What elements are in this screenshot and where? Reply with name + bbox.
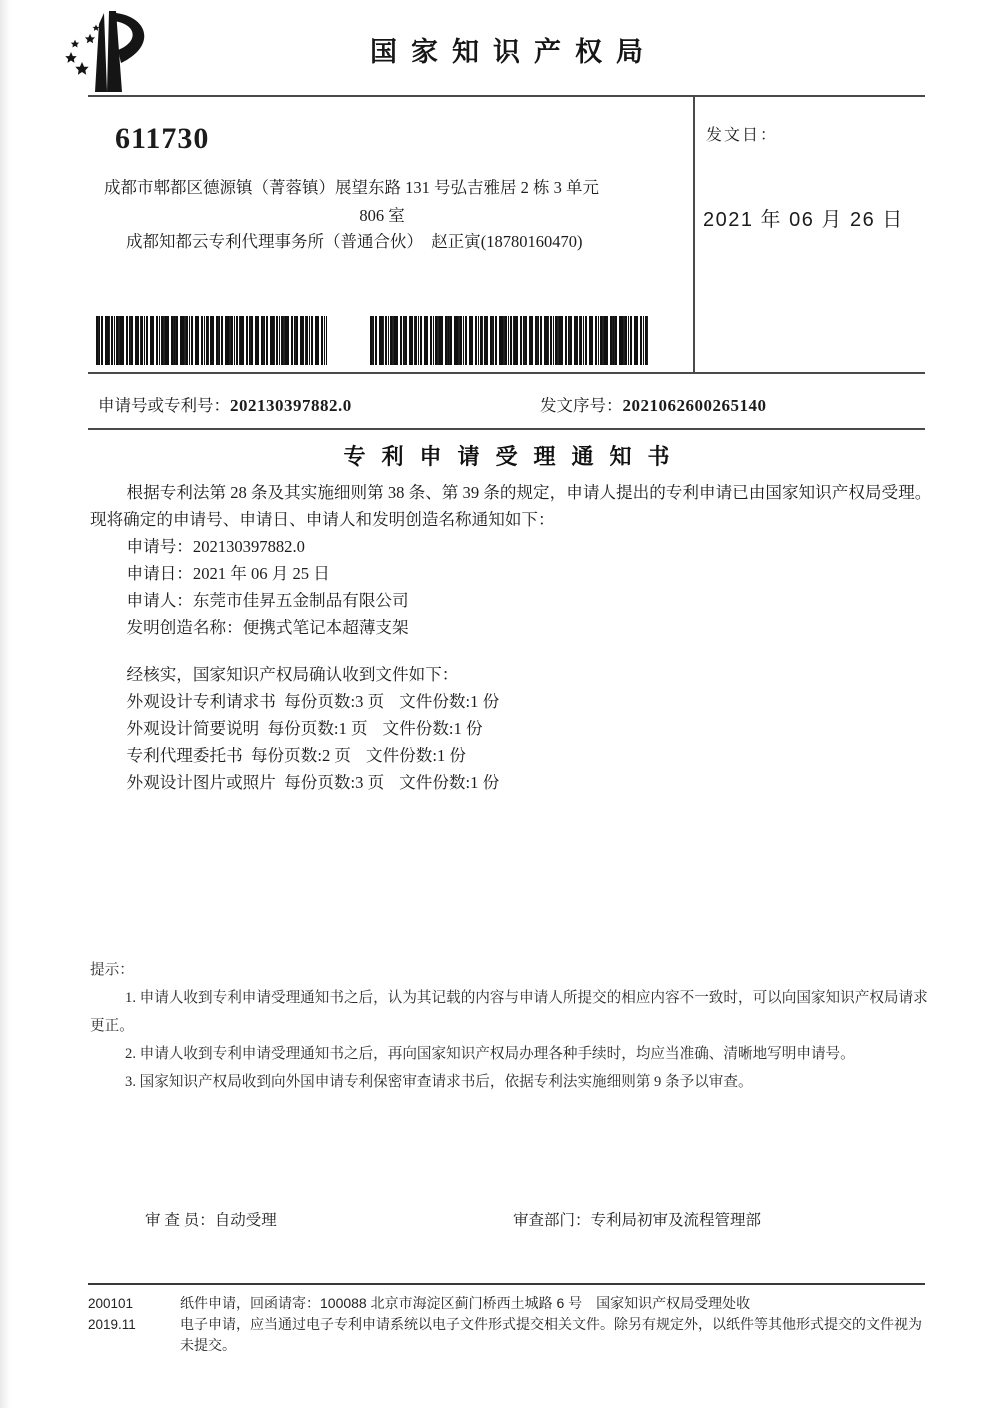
- footer-instructions: [180, 1293, 928, 1356]
- field-applicant: [90, 587, 932, 614]
- copies-label: 文件份数:: [382, 719, 454, 738]
- document-name: 外观设计专利请求书: [126, 692, 276, 711]
- copies-value: 1 份: [453, 719, 483, 738]
- field-application-number: [90, 533, 932, 560]
- serial-number-group: [540, 392, 767, 416]
- field-label: 发明创造名称：: [126, 618, 243, 637]
- field-value: 东莞市佳昇五金制品有限公司: [192, 591, 409, 610]
- copies-value: 1 份: [470, 692, 500, 711]
- footer-form-date: 2019.11: [88, 1317, 136, 1332]
- recipient-address-line2: 806 室: [359, 206, 405, 225]
- document-name: 专利代理委托书: [126, 746, 243, 765]
- footer-form-code: 200101: [88, 1296, 134, 1311]
- pages-label: 每份页数:: [267, 719, 339, 738]
- postal-code: 611730: [115, 122, 210, 155]
- document-name: 外观设计图片或照片: [126, 773, 276, 792]
- examiner-label: 审 查 员：: [145, 1212, 215, 1229]
- field-value: 202130397882.0: [192, 537, 305, 556]
- pages-label: 每份页数:: [284, 692, 356, 711]
- footer-efiling-line: 电子申请，应当通过电子专利申请系统以电子文件形式提交相关文件。除另有规定外，以纸件等其他形式提交的文件视为未提交。: [180, 1316, 922, 1353]
- footer-form-codes: [88, 1293, 168, 1335]
- serial-number-value: 2021062600265140: [622, 396, 767, 415]
- copies-value: 1 份: [436, 746, 466, 765]
- notes-section: [90, 956, 938, 1096]
- received-documents: [90, 661, 932, 796]
- note-item: 3. 国家知识产权局收到向外国申请专利保密审查请求书后，依据专利法实施细则第 9 条予以审查。: [125, 1074, 753, 1090]
- dispatch-box-divider: [693, 95, 695, 374]
- dispatch-date-label: 发文日：: [706, 127, 779, 144]
- dispatch-date-value: 2021 年 06 月 26 日: [703, 209, 904, 231]
- pages-value: 3 页: [355, 773, 385, 792]
- recipient-agent-line: 成都知都云专利代理事务所（普通合伙） 赵正寅(18780160470): [126, 232, 583, 251]
- notice-title: 专利申请受理通知书: [343, 444, 686, 469]
- field-label: 申请号：: [126, 537, 193, 556]
- document-row: [90, 742, 932, 769]
- note-item: 1. 申请人收到专利申请受理通知书之后，认为其记载的内容与申请人所提交的相应内容不一致时，可以向国家知识产权局请求更正。: [90, 990, 928, 1034]
- received-intro: 经核实，国家知识产权局确认收到文件如下：: [126, 665, 459, 684]
- field-label: 申请人：: [126, 591, 193, 610]
- pages-value: 1 页: [338, 719, 368, 738]
- document-name: 外观设计简要说明: [126, 719, 260, 738]
- application-number-group: [98, 392, 352, 416]
- copies-value: 1 份: [470, 773, 500, 792]
- reference-rule: [88, 428, 925, 430]
- barcode-serial: [370, 316, 649, 365]
- notice-intro: 根据专利法第 28 条及其实施细则第 38 条、第 39 条的规定，申请人提出的专利申请已由国家知识产权局受理。现将确定的申请号、申请日、申请人和发明创造名称通知如下：: [90, 483, 932, 529]
- agency-title: 国家知识产权局: [370, 37, 657, 67]
- mid-rule: [88, 372, 925, 374]
- notes-heading: 提示：: [90, 962, 134, 978]
- barcode-application: [96, 316, 327, 365]
- department-group: [513, 1208, 761, 1230]
- department-value: 专利局初审及流程管理部: [590, 1212, 762, 1229]
- document-row: [90, 715, 932, 742]
- footer-rule: [88, 1283, 925, 1285]
- examiner-value: 自动受理: [214, 1212, 277, 1229]
- document-row: [90, 688, 932, 715]
- copies-label: 文件份数:: [365, 746, 437, 765]
- header-rule: [88, 95, 925, 97]
- field-label: 申请日：: [126, 564, 193, 583]
- document-row: [90, 769, 932, 796]
- copies-label: 文件份数:: [399, 773, 471, 792]
- notice-body: [90, 479, 932, 796]
- field-value: 2021 年 06 月 25 日: [192, 564, 330, 583]
- application-number-value: 202130397882.0: [230, 396, 352, 415]
- pages-value: 2 页: [321, 746, 352, 765]
- note-item: 2. 申请人收到专利申请受理通知书之后，再向国家知识产权局办理各种手续时，均应当准确、清晰地写明申请号。: [125, 1046, 855, 1062]
- department-label: 审查部门：: [513, 1212, 591, 1229]
- copies-label: 文件份数:: [399, 692, 471, 711]
- pages-label: 每份页数:: [250, 746, 322, 765]
- field-invention-title: [90, 614, 932, 641]
- recipient-address-line1: 成都市郫都区德源镇（菁蓉镇）展望东路 131 号弘吉雅居 2 栋 3 单元: [104, 178, 599, 197]
- examiner-group: [145, 1208, 277, 1230]
- pages-label: 每份页数:: [284, 773, 356, 792]
- field-application-date: [90, 560, 932, 587]
- application-number-label: 申请号或专利号：: [98, 396, 230, 415]
- field-value: 便携式笔记本超薄支架: [242, 618, 409, 637]
- footer-paper-line: 纸件申请，回函请寄：100088 北京市海淀区蓟门桥西土城路 6 号 国家知识产权局受理处收: [180, 1295, 751, 1311]
- pages-value: 3 页: [355, 692, 385, 711]
- serial-number-label: 发文序号：: [540, 396, 623, 415]
